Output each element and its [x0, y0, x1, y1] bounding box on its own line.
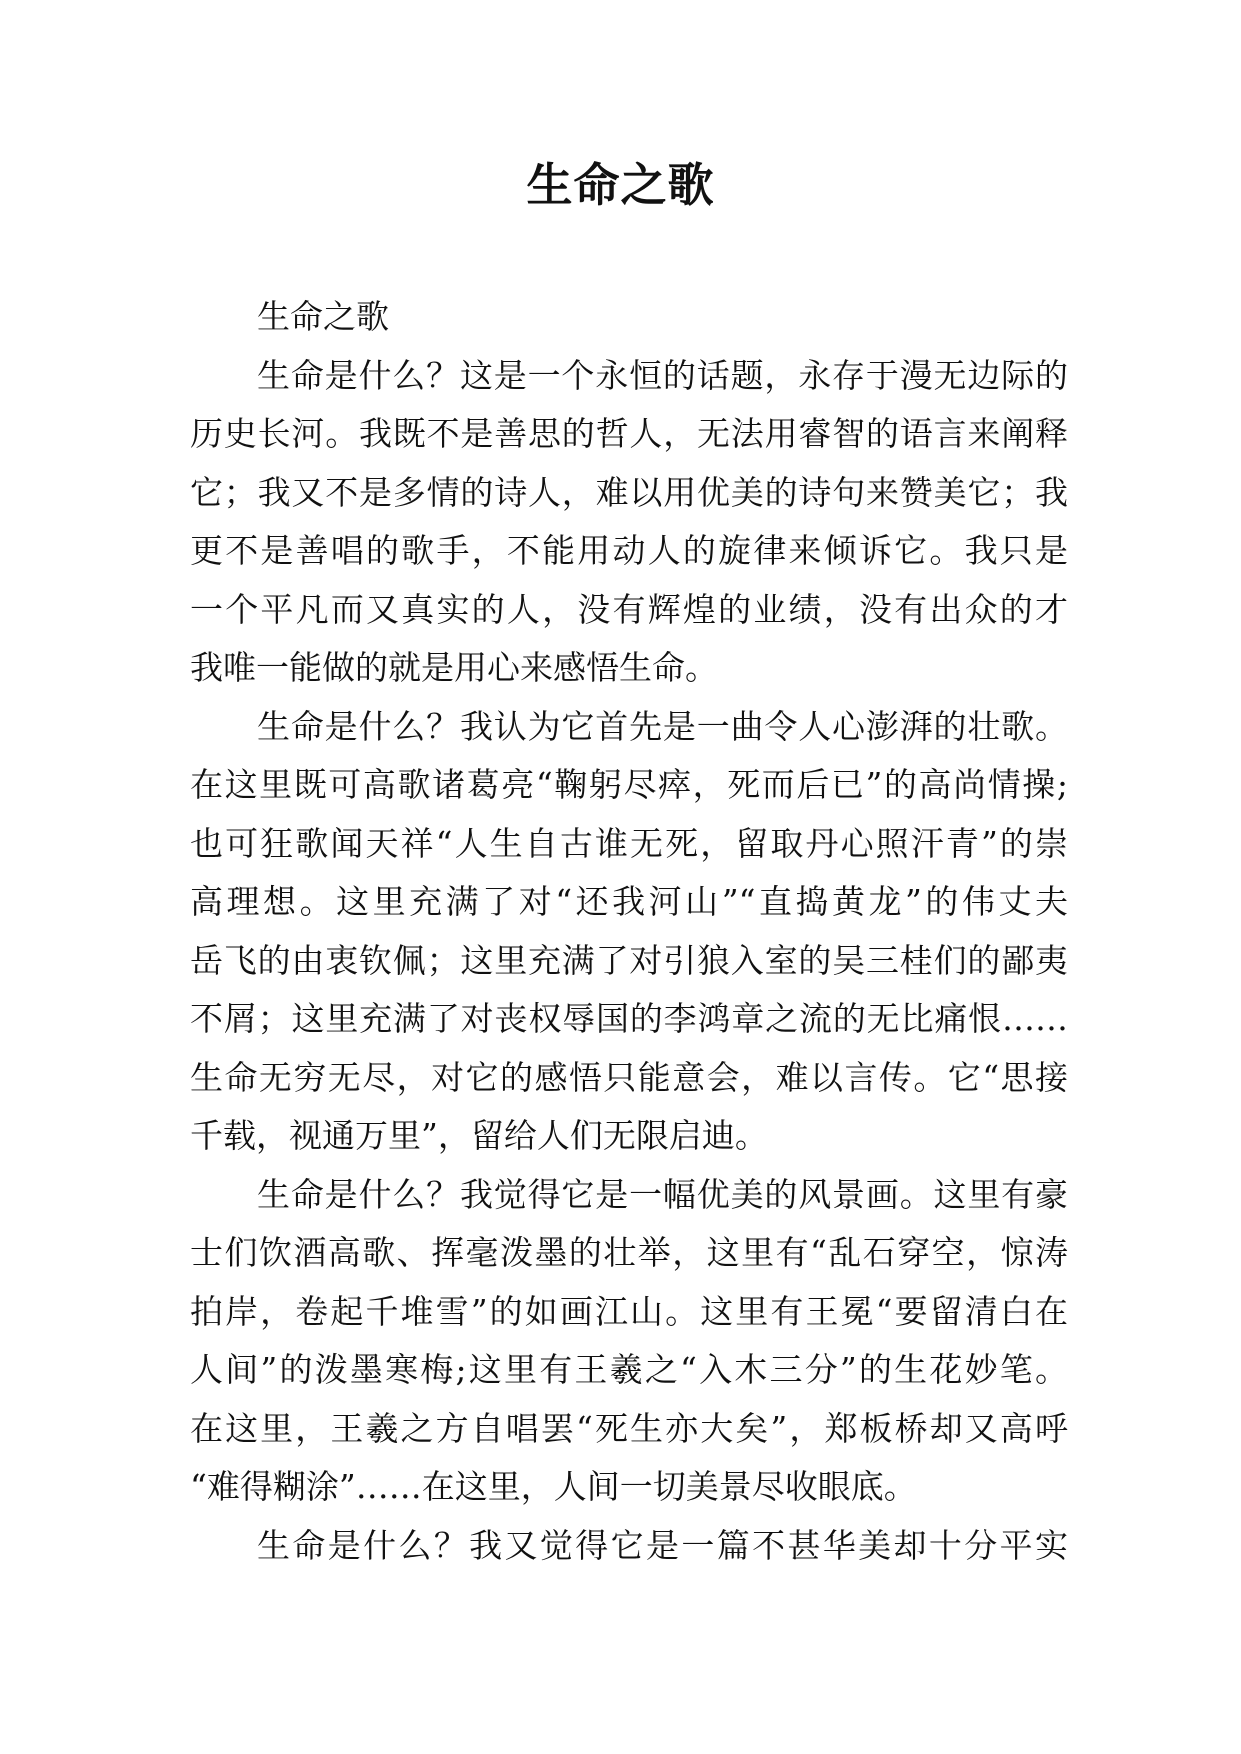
document-title: 生命之歌 — [526, 158, 715, 212]
document-body — [190, 288, 1068, 1575]
paragraph-line: 在这里，王羲之方自唱罢“死生亦大矣”，郑板桥却又高呼 — [190, 1408, 1068, 1448]
paragraph-line: 岳飞的由衷钦佩；这里充满了对引狼入室的吴三桂们的鄙夷 — [190, 940, 1068, 980]
paragraph-line: 在这里既可高歌诸葛亮“鞠躬尽瘁，死而后已”的高尚情操; — [190, 765, 1068, 804]
paragraph-line: 生命是什么？我又觉得它是一篇不甚华美却十分平实 — [257, 1525, 1068, 1565]
paragraph-1 — [190, 347, 1068, 698]
paragraph-line: 高理想。这里充满了对“还我河山”“直捣黄龙”的伟丈夫 — [190, 882, 1068, 921]
paragraph-line: 生命是什么？我认为它首先是一曲令人心澎湃的壮歌。 — [257, 706, 1068, 746]
paragraph-line: 生命无穷无尽，对它的感悟只能意会，难以言传。它“思接 — [190, 1057, 1068, 1097]
paragraph-line: 它；我又不是多情的诗人，难以用优美的诗句来赞美它；我 — [190, 472, 1068, 512]
paragraph-line: 历史长河。我既不是善思的哲人，无法用睿智的语言来阐释 — [190, 414, 1068, 453]
paragraph-4 — [190, 1517, 1068, 1576]
paragraph-line: 生命是什么？这是一个永恒的话题，永存于漫无边际的 — [257, 355, 1068, 395]
paragraph-line: 千载，视通万里”，留给人们无限启迪。 — [190, 1116, 768, 1155]
paragraph-line: 士们饮酒高歌、挥毫泼墨的壮举，这里有“乱石穿空，惊涛 — [190, 1233, 1068, 1272]
paragraph-line: 人间”的泼墨寒梅;这里有王羲之“入木三分”的生花妙笔。 — [190, 1350, 1068, 1389]
paragraph-line: 我唯一能做的就是用心来感悟生命。 — [190, 648, 718, 687]
paragraph-line: 拍岸，卷起千堆雪”的如画江山。这里有王冕“要留清白在 — [190, 1291, 1068, 1331]
paragraph-line: 更不是善唱的歌手，不能用动人的旋律来倾诉它。我只是 — [190, 531, 1068, 570]
paragraph-2 — [190, 698, 1068, 1166]
paragraph-line: 不屑；这里充满了对丧权辱国的李鸿章之流的无比痛恨…… — [190, 999, 1068, 1038]
paragraph-line: 一个平凡而又真实的人，没有辉煌的业绩，没有出众的才 — [190, 589, 1068, 629]
paragraph-3 — [190, 1166, 1068, 1517]
paragraph-line: “难得糊涂”……在这里，人间一切美景尽收眼底。 — [190, 1467, 917, 1506]
subheading: 生命之歌 — [257, 297, 389, 336]
paragraph-line: 也可狂歌闻天祥“人生自古谁无死，留取丹心照汗青”的崇 — [190, 823, 1068, 863]
paragraph-line: 生命是什么？我觉得它是一幅优美的风景画。这里有豪 — [257, 1174, 1068, 1214]
